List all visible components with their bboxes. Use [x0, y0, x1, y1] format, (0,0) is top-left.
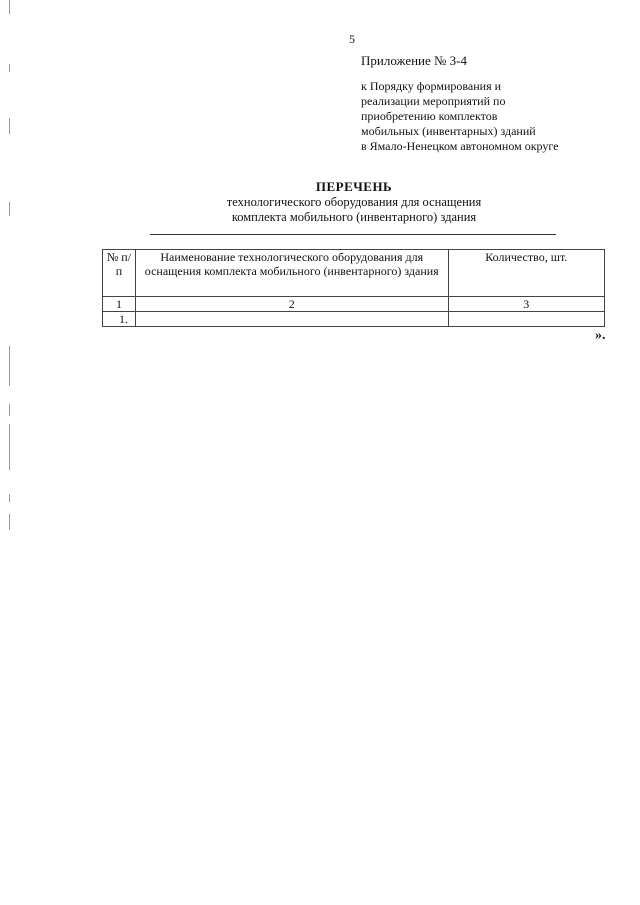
document-subtitle [0, 195, 640, 225]
equipment-table [102, 249, 605, 327]
document-title: ПЕРЕЧЕНЬ [315, 179, 393, 194]
column-number: 2 [135, 297, 448, 312]
margin-mark [9, 346, 10, 386]
appendix-description-line: к Порядку формирования и [361, 79, 502, 93]
document-subtitle-line: технологического оборудования для оснащения [226, 195, 482, 209]
appendix-description-line: реализации мероприятий по [361, 94, 506, 108]
margin-mark [9, 404, 10, 416]
page-number: 5 [349, 32, 355, 46]
margin-mark [9, 514, 10, 530]
margin-mark [9, 118, 10, 134]
appendix-description [361, 79, 558, 154]
row-quantity [448, 312, 604, 327]
margin-mark [9, 202, 10, 216]
column-number-row [103, 297, 605, 312]
row-number: 1. [103, 312, 136, 327]
appendix-title: Приложение № 3-4 [361, 53, 468, 68]
column-number: 3 [448, 297, 604, 312]
header-name: Наименование технологического оборудования для оснащения комплекта мобильного (инвентарного) здания [135, 250, 448, 297]
appendix-description-line: приобретению комплектов [361, 109, 498, 123]
margin-mark [9, 64, 10, 72]
row-name [135, 312, 448, 327]
table-header-row [103, 250, 605, 297]
header-quantity: Количество, шт. [448, 250, 604, 297]
header-number: № п/п [103, 250, 136, 297]
margin-mark [9, 494, 10, 502]
appendix-description-line: в Ямало-Ненецком автономном округе [361, 139, 559, 153]
subtitle-rule [150, 234, 556, 235]
document-subtitle-line: комплекта мобильного (инвентарного) здания [231, 210, 477, 224]
column-number: 1 [103, 297, 136, 312]
margin-mark [9, 0, 10, 14]
margin-mark [9, 424, 10, 470]
table-row [103, 312, 605, 327]
closing-quote: ». [595, 328, 606, 343]
appendix-description-line: мобильных (инвентарных) зданий [361, 124, 536, 138]
